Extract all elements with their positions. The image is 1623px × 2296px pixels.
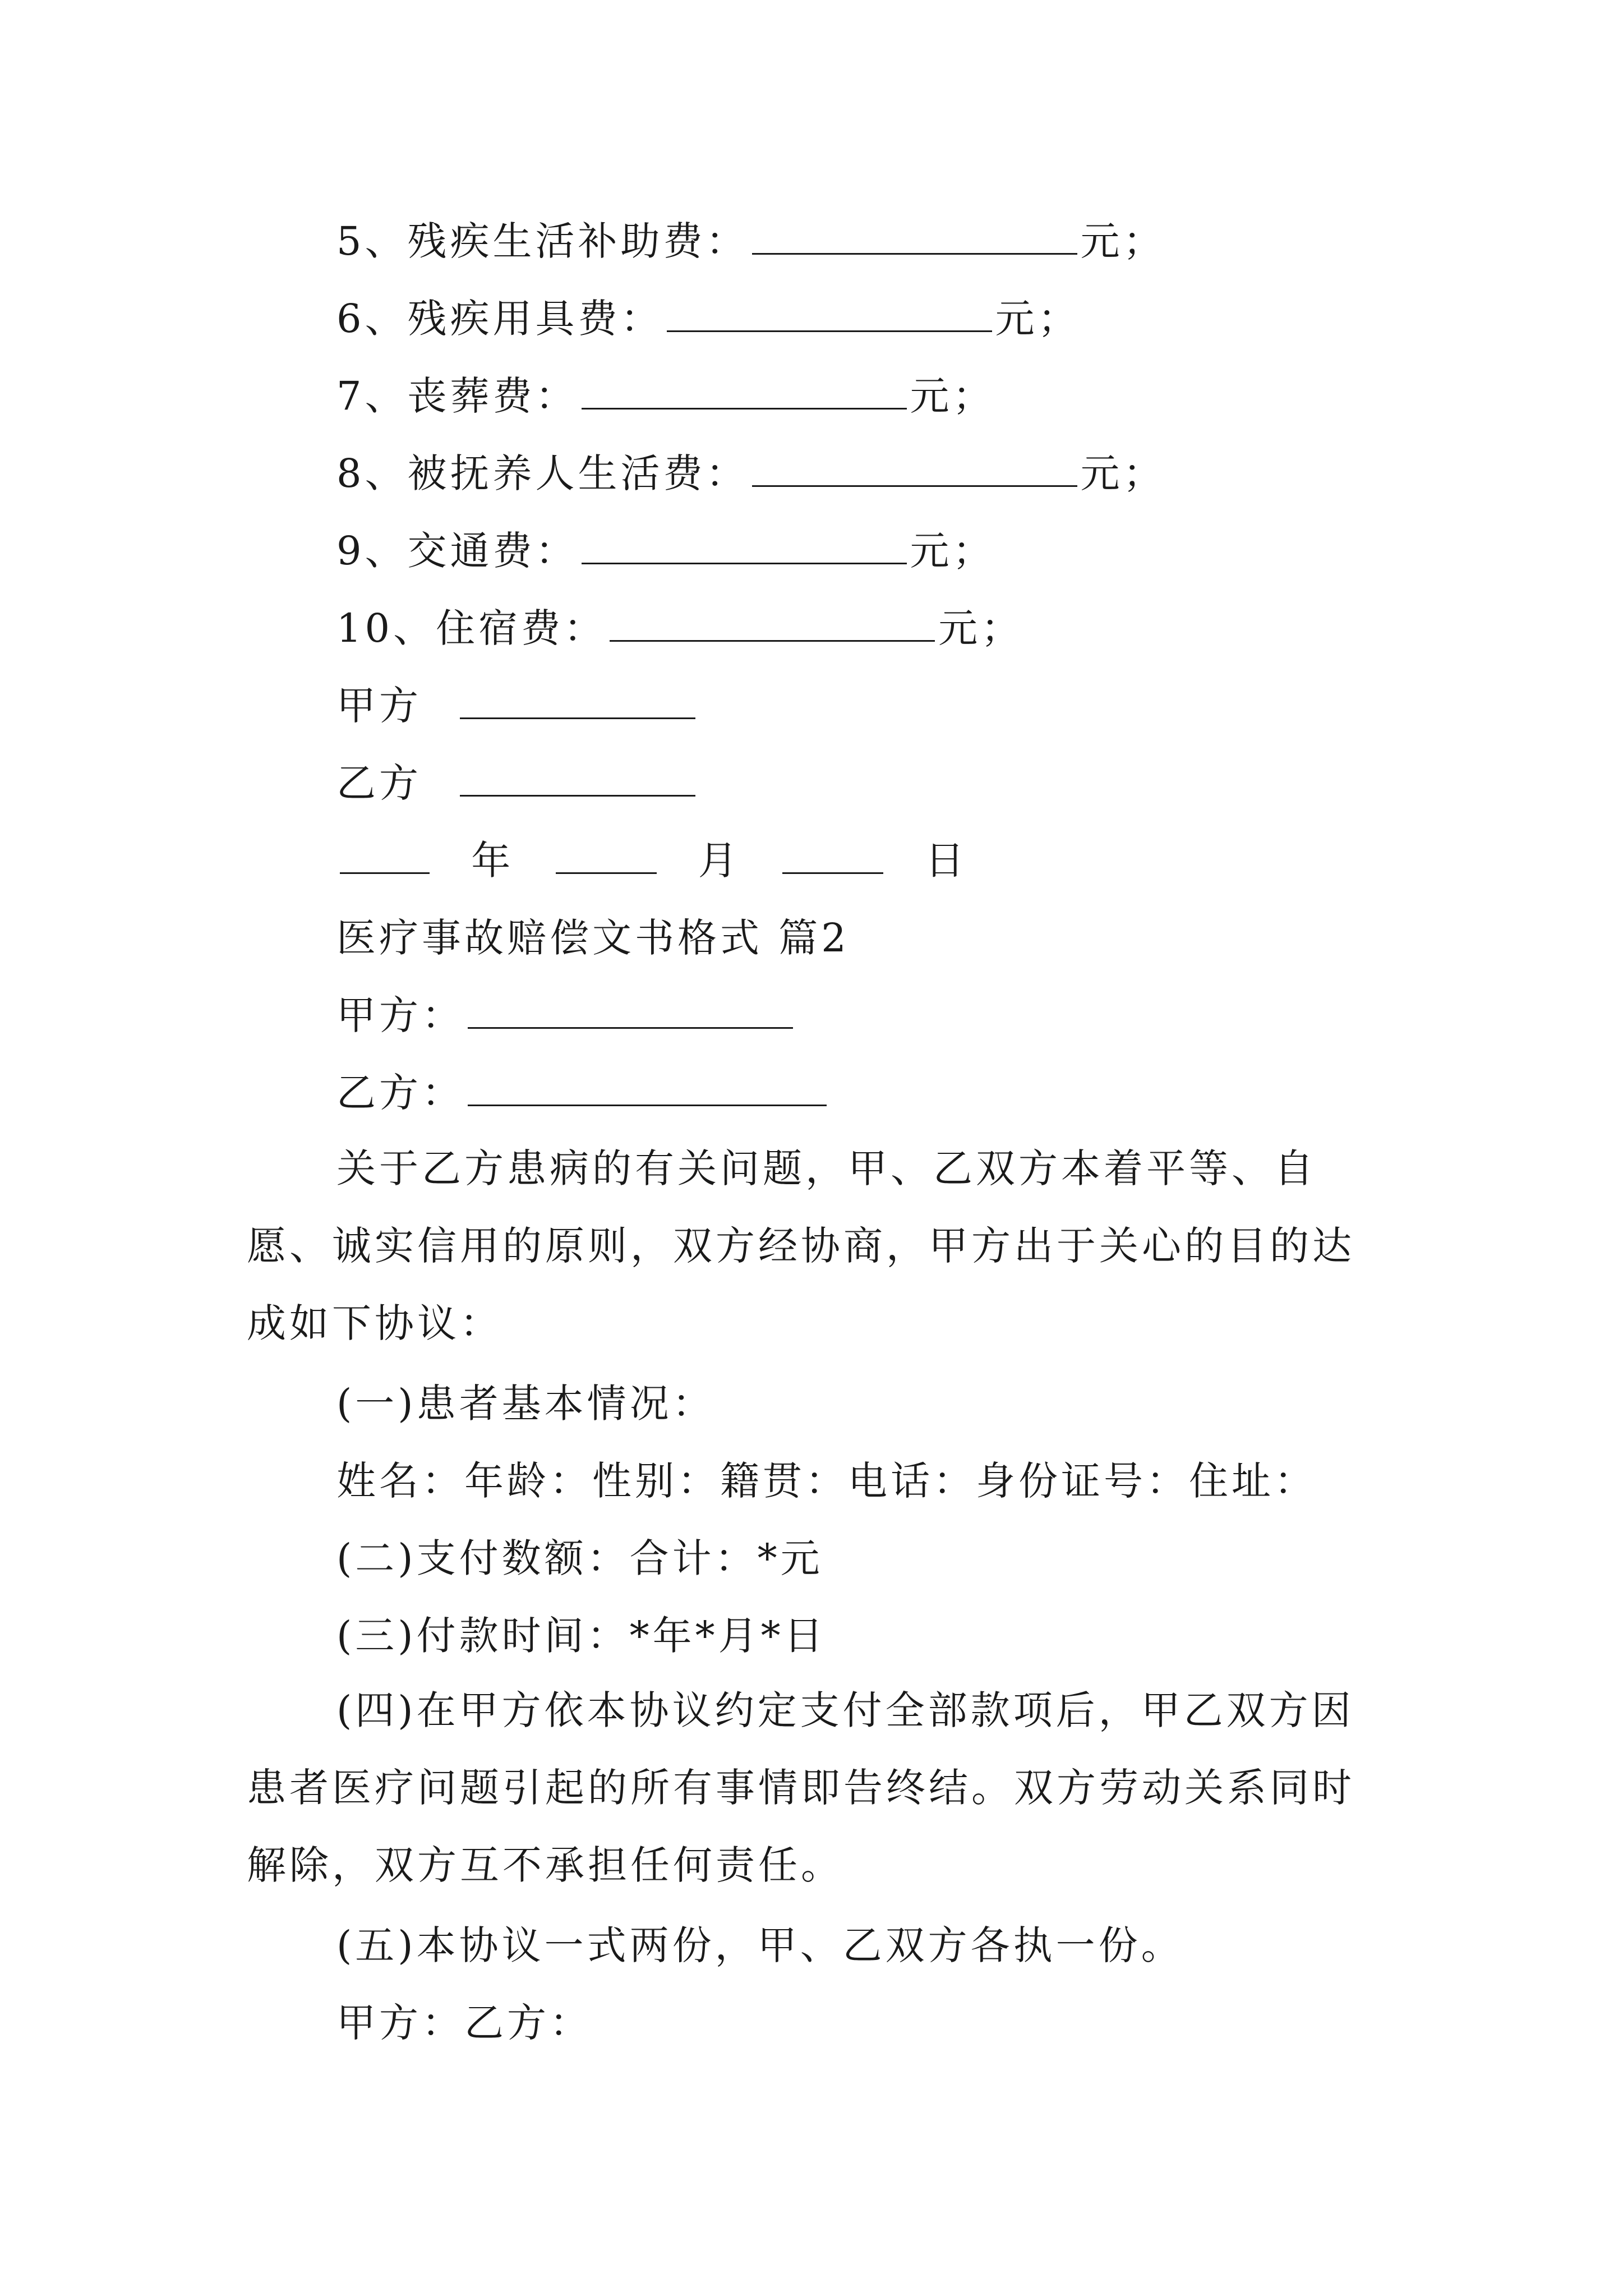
year-label: 年 [471, 838, 514, 884]
party-a-label: 甲方 [336, 683, 422, 729]
party-a-blank[interactable] [468, 988, 793, 1029]
day-label: 日 [925, 838, 968, 884]
fee-item-label: 8、被抚养人生活费： [336, 450, 749, 496]
agreement-item-1: (一)患者基本情况： [336, 1381, 715, 1427]
party-b-signature [336, 755, 699, 811]
section2-party-b [336, 1065, 830, 1121]
fill-blank[interactable] [610, 601, 935, 642]
fee-item-5 [336, 213, 1166, 269]
fee-item-unit: 元； [910, 373, 995, 419]
fee-item-unit: 元； [1080, 450, 1166, 496]
patient-info-fields: 姓名：年龄：性别：籍贯：电话：身份证号：住址： [336, 1458, 1317, 1504]
fee-item-7 [336, 368, 995, 424]
fee-item-6 [336, 291, 1081, 347]
fill-blank[interactable] [582, 369, 907, 409]
fee-item-label: 7、丧葬费： [336, 373, 578, 419]
agreement-item-5: (五)本协议一式两份，甲、乙双方各执一份。 [336, 1922, 1184, 1968]
year-blank[interactable] [340, 833, 430, 874]
party-a-label: 甲方： [336, 992, 464, 1038]
fee-item-8 [336, 445, 1166, 501]
fill-blank[interactable] [752, 446, 1077, 487]
party-b-blank[interactable] [460, 756, 695, 797]
party-b-label: 乙方： [336, 1070, 464, 1116]
fee-item-unit: 元； [995, 296, 1081, 342]
fee-item-10 [336, 600, 1023, 656]
fee-item-label: 6、残疾用具费： [336, 296, 663, 342]
fill-blank[interactable] [667, 291, 992, 332]
fee-item-label: 5、残疾生活补助费： [336, 218, 749, 264]
fill-blank[interactable] [752, 214, 1077, 255]
intro-paragraph: 关于乙方患病的有关问题，甲、乙双方本着平等、自愿、诚实信用的原则，双方经协商，甲方出于关心的目的达成如下协议： [247, 1145, 1355, 1346]
month-blank[interactable] [556, 833, 657, 874]
party-b-label: 乙方 [336, 760, 422, 806]
party-a-blank[interactable] [460, 678, 695, 719]
party-b-blank[interactable] [468, 1065, 827, 1106]
agreement-item-4: (四)在甲方依本协议约定支付全部款项后，甲乙双方因患者医疗问题引起的所有事情即告终结。双方劳动关系同时解除，双方互不承担任何责任。 [247, 1687, 1355, 1888]
fee-item-9 [336, 523, 995, 579]
agreement-item-2: (二)支付数额：合计：*元 [336, 1535, 823, 1581]
fee-item-unit: 元； [910, 528, 995, 574]
section-heading: 医疗事故赔偿文书格式 篇2 [336, 915, 850, 961]
fee-item-unit: 元； [1080, 218, 1166, 264]
final-signatures: 甲方：乙方： [336, 2000, 592, 2046]
party-a-signature [336, 678, 699, 734]
agreement-item-3: (三)付款时间：*年*月*日 [336, 1613, 827, 1659]
fee-item-label: 9、交通费： [336, 528, 578, 574]
month-label: 月 [698, 838, 741, 884]
fill-blank[interactable] [582, 523, 907, 564]
fee-item-unit: 元； [938, 605, 1024, 651]
date-line [336, 832, 990, 889]
day-blank[interactable] [782, 833, 883, 874]
fee-item-label: 10、住宿费： [336, 605, 607, 651]
section2-party-a [336, 987, 796, 1043]
